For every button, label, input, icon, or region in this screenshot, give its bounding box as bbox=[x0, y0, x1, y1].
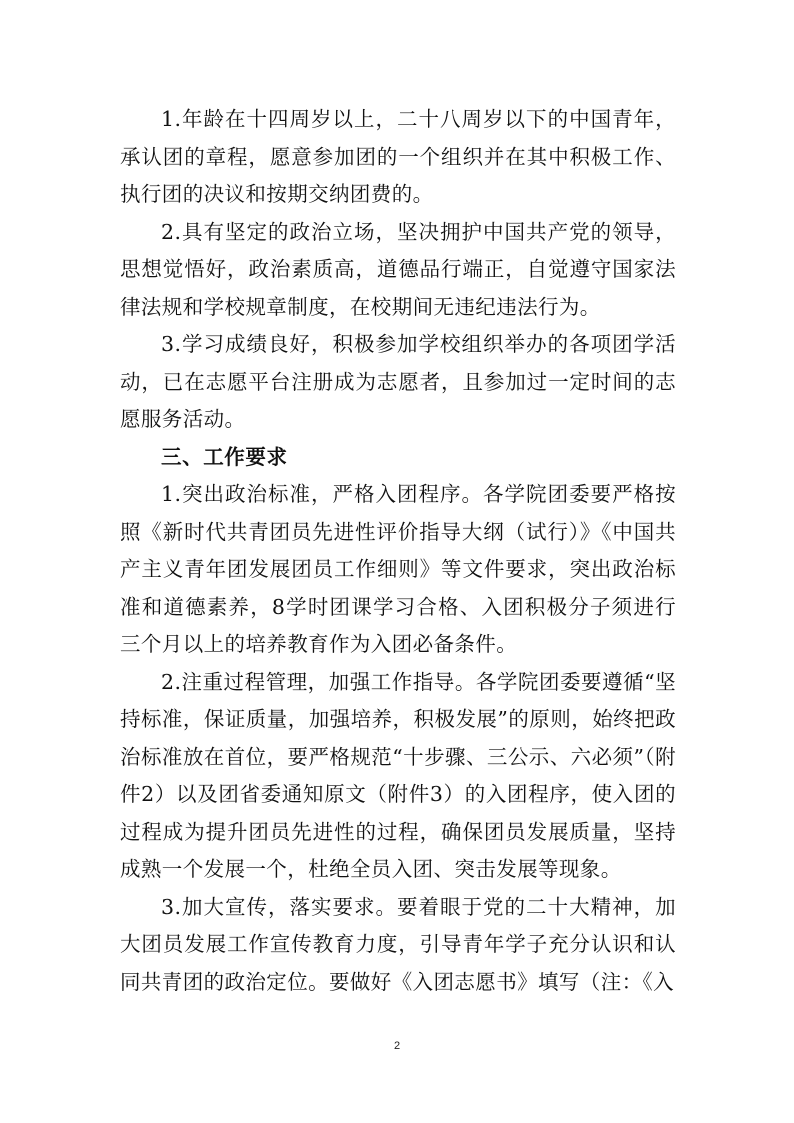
condition-paragraph-1: 1.年龄在十四周岁以上，二十八周岁以下的中国青年，承认团的章程，愿意参加团的一个组织并在其中积极工作、执行团的决议和按期交纳团费的。 bbox=[120, 107, 676, 206]
condition-paragraph-2: 2.具有坚定的政治立场，坚决拥护中国共产党的领导，思想觉悟好，政治素质高，道德品行端正，自觉遵守国家法律法规和学校规章制度，在校期间无违纪违法行为。 bbox=[120, 219, 676, 319]
section-heading: 三、工作要求 bbox=[161, 444, 288, 469]
condition-paragraph-3: 3.学习成绩良好，积极参加学校组织举办的各项团学活动，已在志愿平台注册成为志愿者，且参加过一定时间的志愿服务活动。 bbox=[120, 332, 676, 431]
page-number: 2 bbox=[393, 1040, 401, 1052]
requirement-paragraph-1: 1.突出政治标准，严格入团程序。各学院团委要严格按照《新时代共青团员先进性评价指导大纲（试行）》《中国共产主义青年团发展团员工作细则》等文件要求，突出政治标准和道德素养，8学时团课学习合格、入团积极分子须进行三个月以上的培养教育作为入团必备条件。 bbox=[120, 482, 676, 656]
requirement-paragraph-2: 2.注重过程管理，加强工作指导。各学院团委要遵循“坚持标准，保证质量，加强培养，积极发展”的原则，始终把政治标准放在首位，要严格规范“十步骤、三公示、六必须”（附件2）以及团省委通知原文（附件3）的入团程序，使入团的过程成为提升团员先进性的过程，确保团员发展质量，坚持成熟一个发展一个，杜绝全员入团、突击发展等现象。 bbox=[120, 669, 676, 881]
requirement-paragraph-3: 3.加大宣传，落实要求。要着眼于党的二十大精神，加大团员发展工作宣传教育力度，引导青年学子充分认识和认同共青团的政治定位。要做好《入团志愿书》填写（注：《入 bbox=[120, 894, 676, 994]
document-body bbox=[120, 101, 676, 1001]
